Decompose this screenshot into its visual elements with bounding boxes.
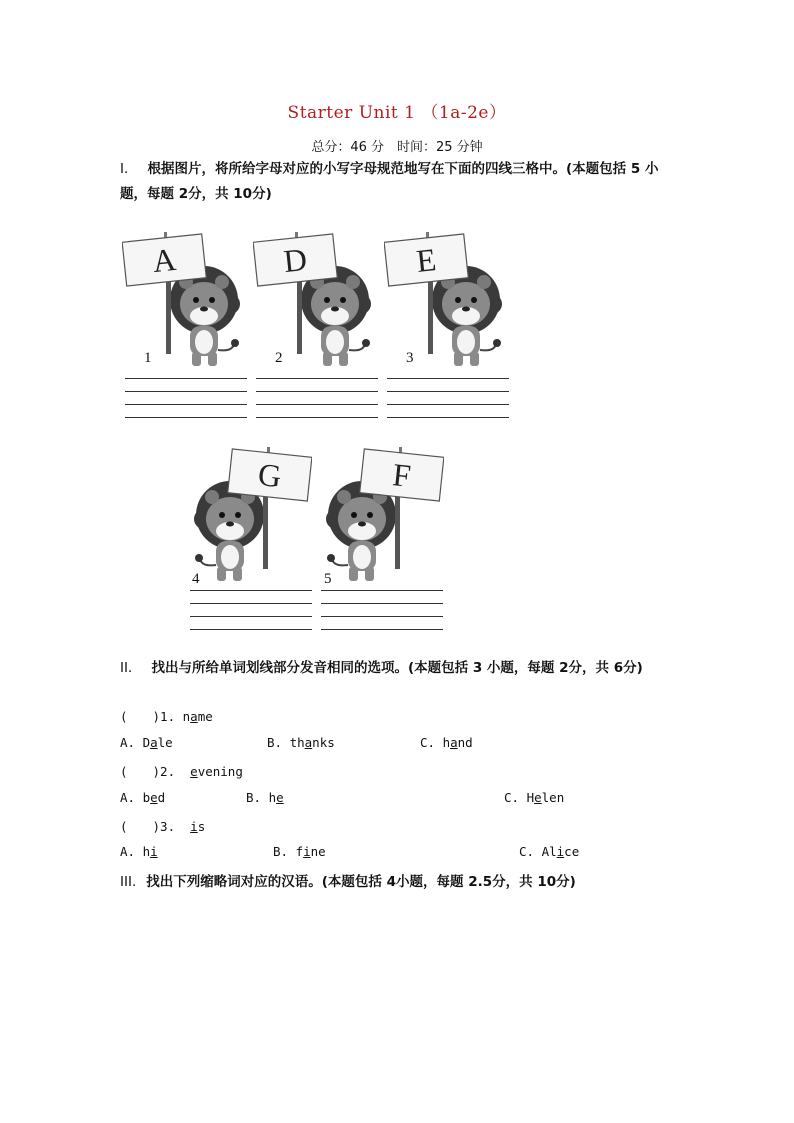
option-c: C. Helen <box>504 790 565 805</box>
word-part: n <box>182 709 191 724</box>
section-3-instruction <box>120 870 720 895</box>
score-time-info: 总分：46 分 时间：25 分钟 <box>311 140 483 155</box>
answer-blank[interactable]: ( )3. <box>120 819 176 834</box>
four-line-writing-grid[interactable] <box>125 378 247 432</box>
lion-sign-illustration <box>384 232 508 372</box>
sign-letter: E <box>414 241 438 279</box>
sign-letter: F <box>391 456 413 494</box>
lion-sign-illustration <box>253 232 377 372</box>
sign-letter: A <box>150 240 178 280</box>
lion-sign-illustration <box>320 447 444 587</box>
option-a: A. Dale <box>120 735 173 750</box>
word-part: vening <box>197 764 243 779</box>
underlined-letters: a <box>190 709 198 724</box>
four-line-writing-grid[interactable] <box>256 378 378 432</box>
section-3-number: III. <box>120 874 137 890</box>
lion-icon <box>188 447 312 587</box>
option-b: B. thanks <box>267 735 335 750</box>
item-number: 3 <box>406 350 414 366</box>
option-a: A. hi <box>120 844 158 859</box>
lion-sign-illustration <box>188 447 312 587</box>
underlined-letters: i <box>190 819 198 834</box>
lion-icon <box>122 232 246 372</box>
section-1-instruction <box>120 157 680 207</box>
item-number: 5 <box>324 571 332 587</box>
item-number: 1 <box>144 350 152 366</box>
option-b: B. fine <box>273 844 326 859</box>
section-1-text: 根据图片，将所给字母对应的小写字母规范地写在下面的四线三格中。(本题包括 5 小题，每题 2分，共 10分) <box>120 161 659 202</box>
question-3 <box>120 817 205 835</box>
option-a: A. bed <box>120 790 166 805</box>
lion-icon <box>320 447 444 587</box>
section-2-text: 找出与所给单词划线部分发音相同的选项。(本题包括 3 小题，每题 2分，共 6分) <box>151 660 643 676</box>
question-2 <box>120 762 243 780</box>
option-b: B. he <box>246 790 284 805</box>
lion-icon <box>253 232 377 372</box>
answer-blank[interactable]: ( )1. <box>120 709 176 724</box>
item-number: 2 <box>275 350 283 366</box>
section-3-text: 找出下列缩略词对应的汉语。(本题包括 4小题，每题 2.5分，共 10分) <box>146 874 576 890</box>
word-part: me <box>197 709 213 724</box>
item-number: 4 <box>192 571 200 587</box>
four-line-writing-grid[interactable] <box>190 590 312 644</box>
section-1-number: I． <box>120 161 138 177</box>
lion-icon <box>384 232 508 372</box>
page-title: Starter Unit 1 （1a-2e） <box>287 103 507 123</box>
sign-letter: D <box>281 240 309 280</box>
four-line-writing-grid[interactable] <box>321 590 443 644</box>
underlined-letters: e <box>190 764 198 779</box>
option-c: C. hand <box>420 735 473 750</box>
answer-blank[interactable]: ( )2. <box>120 764 176 779</box>
section-2-instruction <box>120 656 720 681</box>
lion-sign-illustration <box>122 232 246 372</box>
question-1 <box>120 707 213 725</box>
word-part: s <box>197 819 206 834</box>
section-2-number: II． <box>120 660 142 676</box>
sign-letter: G <box>256 455 284 495</box>
four-line-writing-grid[interactable] <box>387 378 509 432</box>
option-c: C. Alice <box>519 844 580 859</box>
